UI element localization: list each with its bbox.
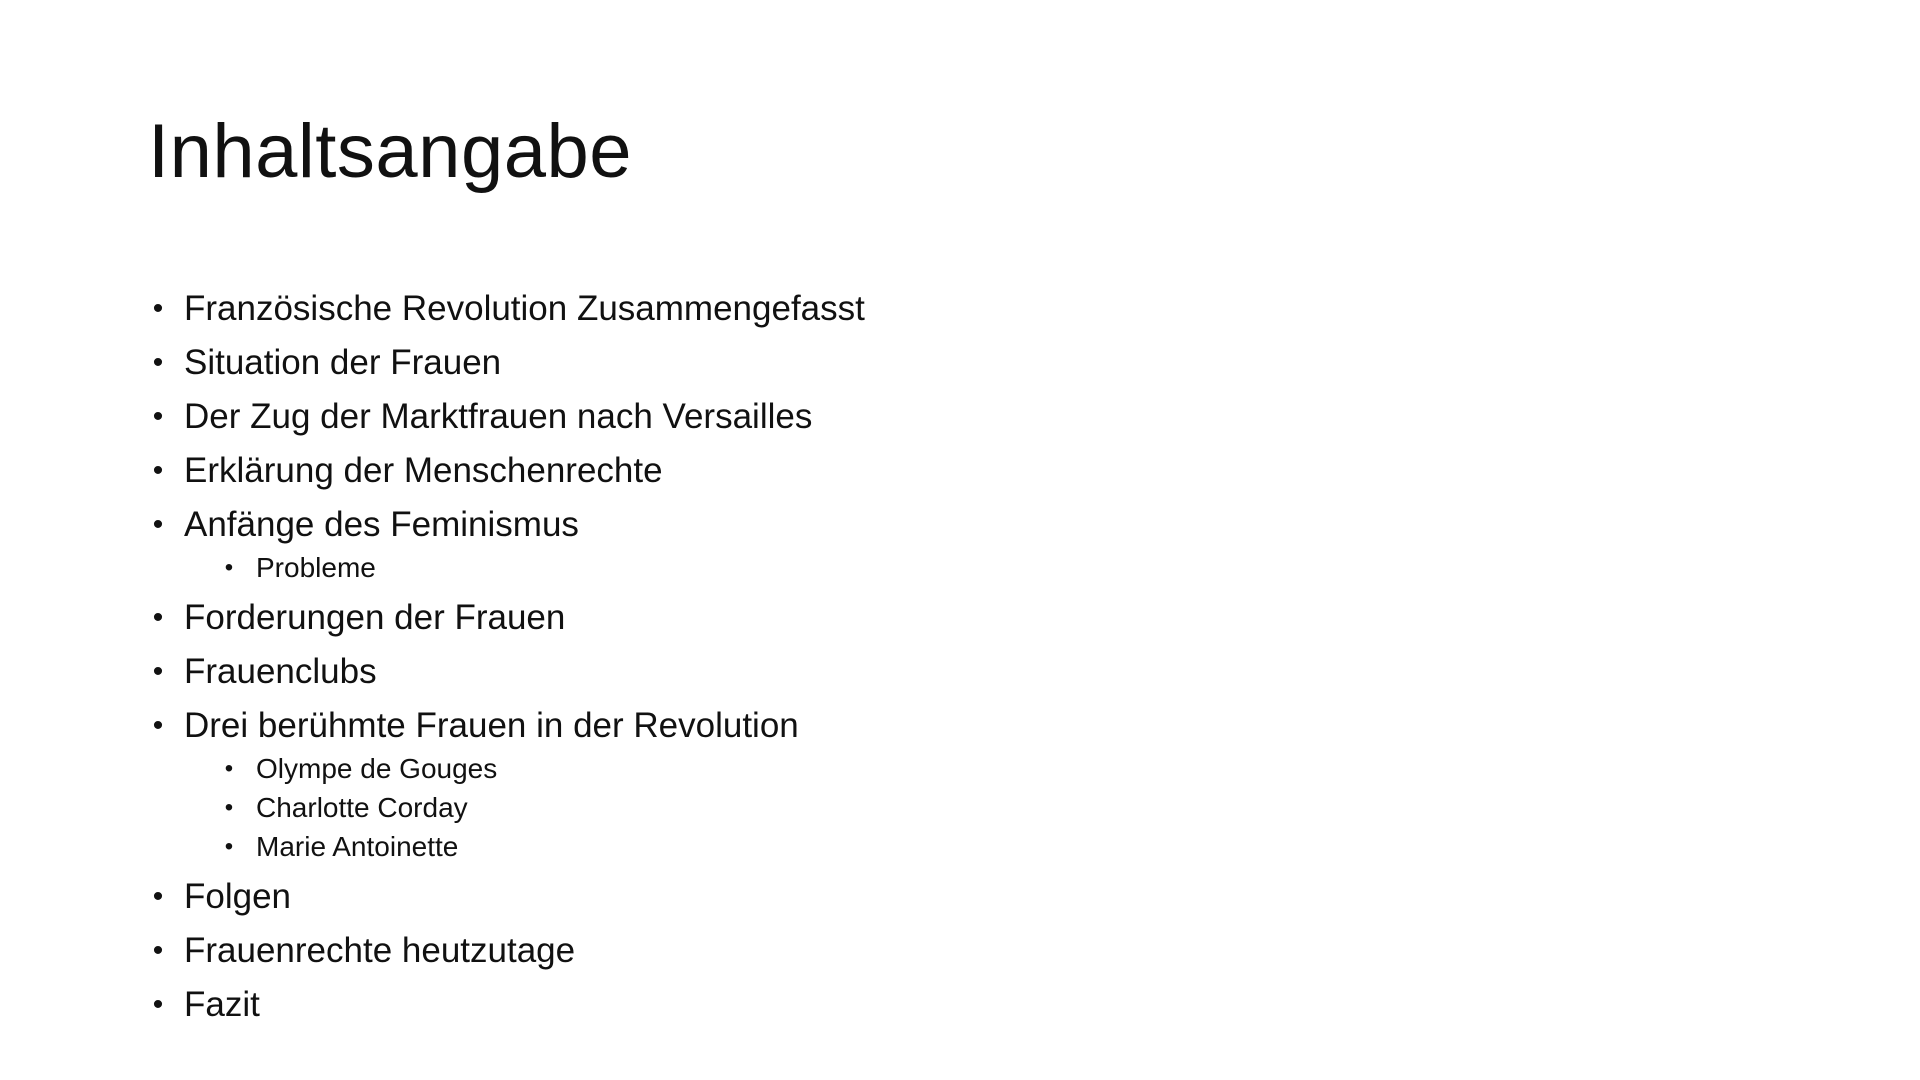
bullet-icon: • (152, 655, 164, 688)
list-item-label: Frauenrechte heutzutage (184, 931, 576, 970)
bullet-icon: • (152, 934, 164, 967)
bullet-icon: • (152, 988, 164, 1021)
list-item-main (148, 978, 865, 1032)
sublist-item (221, 827, 865, 866)
list-item-label: Frauenclubs (184, 652, 377, 691)
list-item-label: Fazit (184, 985, 260, 1024)
list-item (148, 924, 865, 978)
list-item (148, 591, 865, 645)
list-item-main (148, 390, 865, 444)
list-item-main (148, 444, 865, 498)
list-item (148, 645, 865, 699)
bullet-icon: • (152, 709, 164, 742)
list-item-label: Forderungen der Frauen (184, 598, 566, 637)
table-of-contents-list (148, 282, 865, 1032)
list-item-main (148, 336, 865, 390)
sublist-item-label: Charlotte Corday (256, 792, 468, 823)
bullet-icon: • (224, 794, 234, 821)
list-item-label: Erklärung der Menschenrechte (184, 451, 663, 490)
list-item-main (148, 870, 865, 924)
list-item (148, 336, 865, 390)
bullet-icon: • (152, 880, 164, 913)
sublist-item (221, 788, 865, 827)
bullet-icon: • (152, 454, 164, 487)
bullet-icon: • (152, 508, 164, 541)
sublist-item-label: Marie Antoinette (256, 831, 459, 862)
slide-title: Inhaltsangabe (148, 109, 633, 194)
sublist (148, 749, 865, 866)
list-item-main (148, 282, 865, 336)
bullet-icon: • (152, 346, 164, 379)
list-item-label: Situation der Frauen (184, 343, 502, 382)
list-item (148, 498, 865, 587)
list-item-label: Französische Revolution Zusammengefasst (184, 289, 865, 328)
sublist-item (221, 749, 865, 788)
list-item-label: Folgen (184, 877, 292, 916)
list-item-label: Der Zug der Marktfrauen nach Versailles (184, 397, 813, 436)
list-item-label: Anfänge des Feminismus (184, 505, 579, 544)
list-item (148, 978, 865, 1032)
bullet-icon: • (152, 292, 164, 325)
list-item (148, 870, 865, 924)
list-item-main (148, 699, 865, 753)
bullet-icon: • (224, 833, 234, 860)
list-item (148, 699, 865, 866)
list-item (148, 390, 865, 444)
list-item (148, 444, 865, 498)
bullet-icon: • (224, 554, 234, 581)
list-item-main (148, 924, 865, 978)
sublist-item (221, 548, 865, 587)
sublist-item-label: Probleme (256, 552, 376, 583)
list-item-main (148, 498, 865, 552)
list-item-main (148, 645, 865, 699)
list-item-main (148, 591, 865, 645)
list-item (148, 282, 865, 336)
sublist-item-label: Olympe de Gouges (256, 753, 498, 784)
bullet-icon: • (152, 601, 164, 634)
bullet-icon: • (224, 755, 234, 782)
sublist (148, 548, 865, 587)
list-item-label: Drei berühmte Frauen in der Revolution (184, 706, 799, 745)
bullet-icon: • (152, 400, 164, 433)
